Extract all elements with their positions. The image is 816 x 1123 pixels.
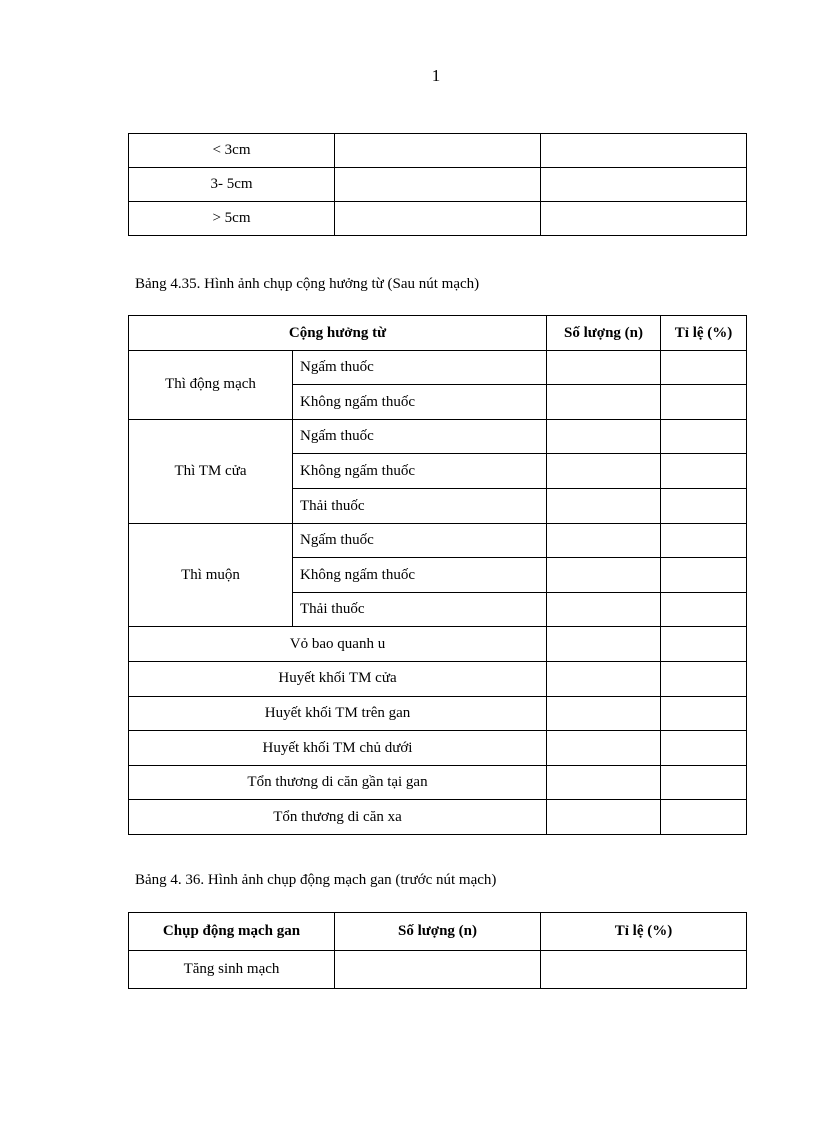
size-label: < 3cm	[129, 134, 335, 168]
empty-cell	[661, 558, 747, 593]
table-header-row	[129, 913, 747, 951]
empty-cell	[335, 168, 541, 202]
empty-cell	[661, 350, 747, 385]
empty-cell	[547, 627, 661, 662]
empty-cell	[541, 134, 747, 168]
item-label: Thải thuốc	[293, 488, 547, 523]
table-caption-4-35: Bảng 4.35. Hình ảnh chụp cộng hưởng từ (Sau nút mạch)	[135, 276, 480, 292]
table-row	[129, 523, 747, 558]
empty-cell	[335, 951, 541, 989]
group-label: Thì động mạch	[129, 350, 293, 419]
empty-cell	[547, 419, 661, 454]
empty-cell	[547, 385, 661, 420]
item-label: Ngấm thuốc	[293, 419, 547, 454]
header-mri: Cộng hưởng từ	[129, 316, 547, 351]
empty-cell	[541, 202, 747, 236]
size-label: 3- 5cm	[129, 168, 335, 202]
empty-cell	[661, 731, 747, 766]
group-label: Thì muộn	[129, 523, 293, 627]
empty-cell	[335, 202, 541, 236]
header-percent: Tỉ lệ (%)	[541, 913, 747, 951]
empty-cell	[547, 800, 661, 835]
empty-cell	[661, 661, 747, 696]
row-label: Tổn thương di căn xa	[129, 800, 547, 835]
item-label: Ngấm thuốc	[293, 350, 547, 385]
empty-cell	[661, 800, 747, 835]
item-label: Không ngấm thuốc	[293, 558, 547, 593]
mri-table	[128, 315, 747, 835]
group-label: Thì TM cửa	[129, 419, 293, 523]
empty-cell	[547, 454, 661, 489]
empty-cell	[547, 592, 661, 627]
table-row	[129, 134, 747, 168]
empty-cell	[661, 419, 747, 454]
empty-cell	[661, 765, 747, 800]
row-label: Vỏ bao quanh u	[129, 627, 547, 662]
row-label: Huyết khối TM trên gan	[129, 696, 547, 731]
size-table	[128, 133, 747, 236]
empty-cell	[541, 168, 747, 202]
angiography-table	[128, 912, 747, 989]
header-percent: Tỉ lệ (%)	[661, 316, 747, 351]
header-count: Số lượng (n)	[335, 913, 541, 951]
table-row	[129, 168, 747, 202]
empty-cell	[547, 731, 661, 766]
table-row	[129, 800, 747, 835]
empty-cell	[661, 454, 747, 489]
empty-cell	[547, 350, 661, 385]
size-label: > 5cm	[129, 202, 335, 236]
table-caption-4-36: Bảng 4. 36. Hình ảnh chụp động mạch gan (trước nút mạch)	[135, 872, 497, 888]
empty-cell	[661, 696, 747, 731]
item-label: Không ngấm thuốc	[293, 454, 547, 489]
empty-cell	[547, 488, 661, 523]
row-label: Tăng sinh mạch	[129, 951, 335, 989]
item-label: Thải thuốc	[293, 592, 547, 627]
empty-cell	[541, 951, 747, 989]
table-row	[129, 627, 747, 662]
table-header-row	[129, 316, 747, 351]
table-row	[129, 202, 747, 236]
row-label: Huyết khối TM cửa	[129, 661, 547, 696]
page-number: 1	[431, 66, 441, 85]
item-label: Không ngấm thuốc	[293, 385, 547, 420]
table-row	[129, 661, 747, 696]
row-label: Huyết khối TM chủ dưới	[129, 731, 547, 766]
empty-cell	[547, 765, 661, 800]
empty-cell	[661, 627, 747, 662]
empty-cell	[661, 488, 747, 523]
header-angiography: Chụp động mạch gan	[129, 913, 335, 951]
item-label: Ngấm thuốc	[293, 523, 547, 558]
table-row	[129, 419, 747, 454]
empty-cell	[661, 523, 747, 558]
empty-cell	[547, 661, 661, 696]
table-row	[129, 696, 747, 731]
row-label: Tổn thương di căn gần tại gan	[129, 765, 547, 800]
empty-cell	[547, 696, 661, 731]
empty-cell	[547, 523, 661, 558]
empty-cell	[335, 134, 541, 168]
empty-cell	[547, 558, 661, 593]
table-row	[129, 951, 747, 989]
empty-cell	[661, 385, 747, 420]
table-row	[129, 731, 747, 766]
empty-cell	[661, 592, 747, 627]
table-row	[129, 350, 747, 385]
table-row	[129, 765, 747, 800]
header-count: Số lượng (n)	[547, 316, 661, 351]
